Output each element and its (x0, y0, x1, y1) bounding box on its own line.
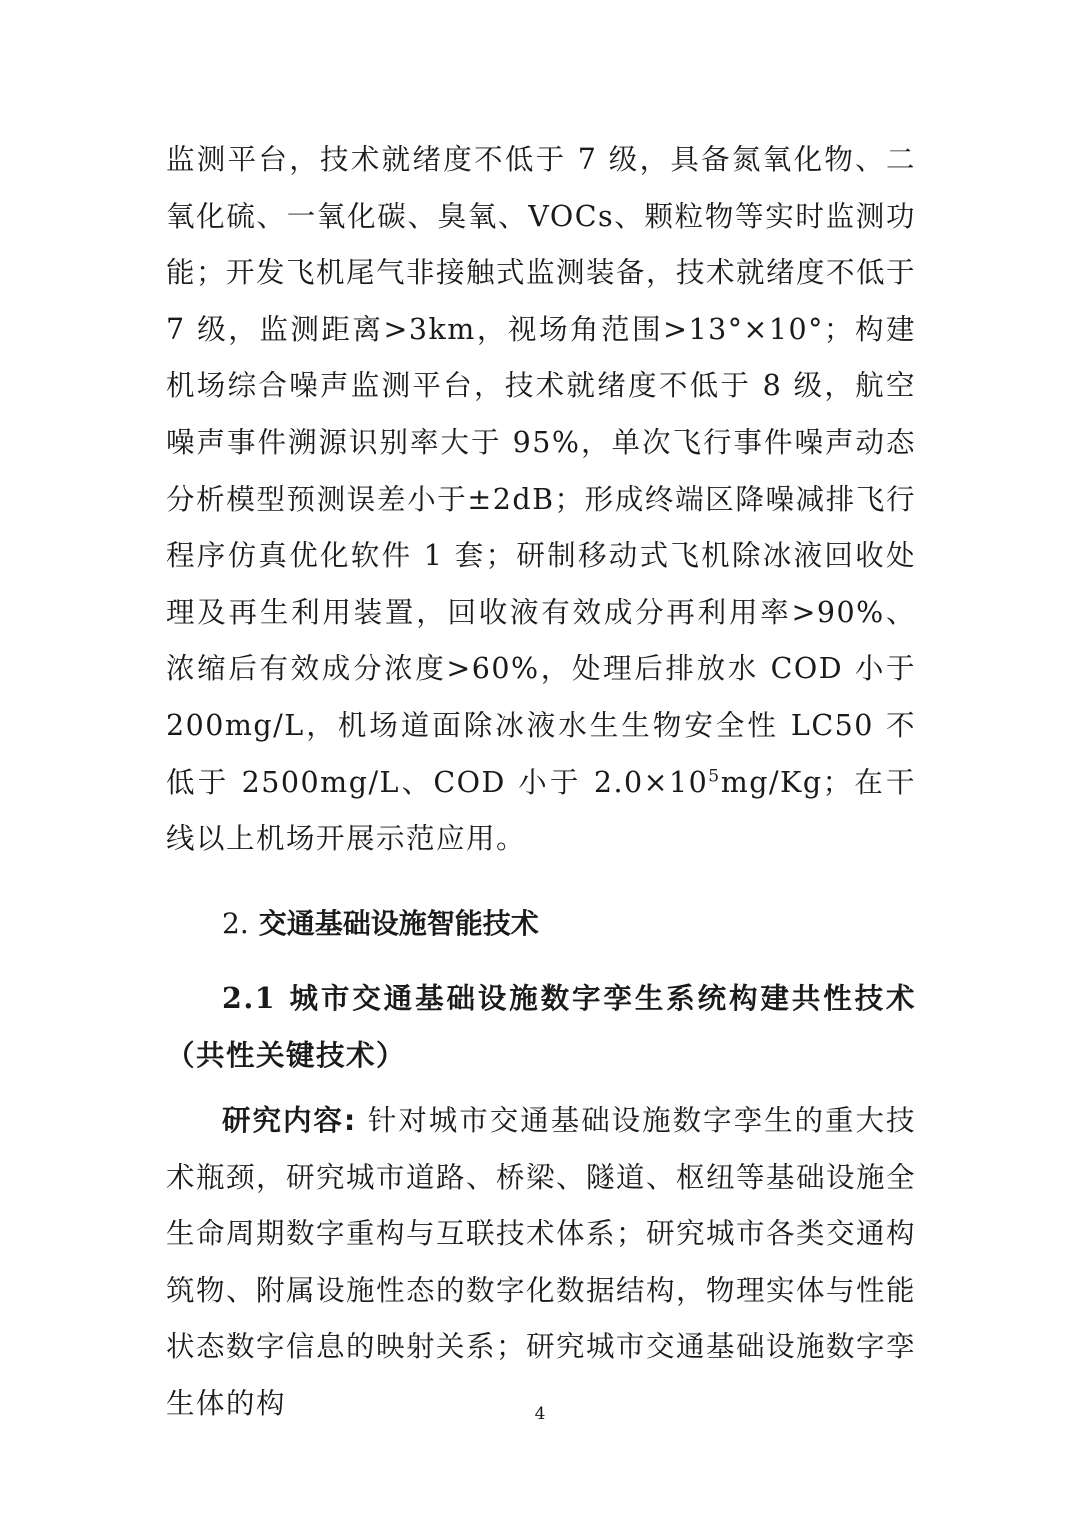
body-paragraph-emissions (166, 132, 916, 868)
paragraph-text-part-2: mg/Kg；在干线以上机场开展示范应用。 (166, 765, 916, 856)
subsection-title: 城市交通基础设施数字孪生系统构建共性技术（共性关键技术） (166, 982, 916, 1072)
section-number: 2. (222, 907, 249, 940)
subsection-heading-2-1 (166, 970, 916, 1084)
research-content-text: 针对城市交通基础设施数字孪生的重大技术瓶颈，研究城市道路、桥梁、隧道、枢纽等基础设施全生命周期数字重构与互联技术体系；研究城市各类交通构筑物、附属设施性态的数字化数据结构，物理实体与性能状态数字信息的映射关系；研究城市交通基础设施数字孪生体的构 (166, 1104, 917, 1420)
body-paragraph-research-content (166, 1093, 916, 1433)
subsection-number: 2.1 (222, 981, 277, 1015)
section-title: 交通基础设施智能技术 (258, 907, 539, 940)
research-content-label: 研究内容: (222, 1104, 357, 1137)
page-number: 4 (534, 1404, 546, 1424)
superscript-exponent: 5 (708, 766, 721, 787)
section-heading-2 (222, 896, 539, 952)
paragraph-text-part-1: 监测平台，技术就绪度不低于 7 级，具备氮氧化物、二氧化硫、一氧化碳、臭氧、VOCs、颗粒物等实时监测功能；开发飞机尾气非接触式监测装备，技术就绪度不低于 7 级，监测距离>3km，视场角范围>13°×10°；构建机场综合噪声监测平台，技术就绪度不低于 8 级，航空噪声事件溯源识别率大于 95%，单次飞行事件噪声动态分析模型预测误差小于±2dB；形成终端区降噪减排飞行程序仿真优化软件 1 套；研制移动式飞机除冰液回收处理及再生利用装置，回收液有效成分再利用率>90%、浓缩后有效成分浓度>60%，处理后排放水 COD 小于 200mg/L，机场道面除冰液水生生物安全性 LC50 不低于 2500mg/L、COD 小于 2.0×10 (166, 143, 917, 799)
